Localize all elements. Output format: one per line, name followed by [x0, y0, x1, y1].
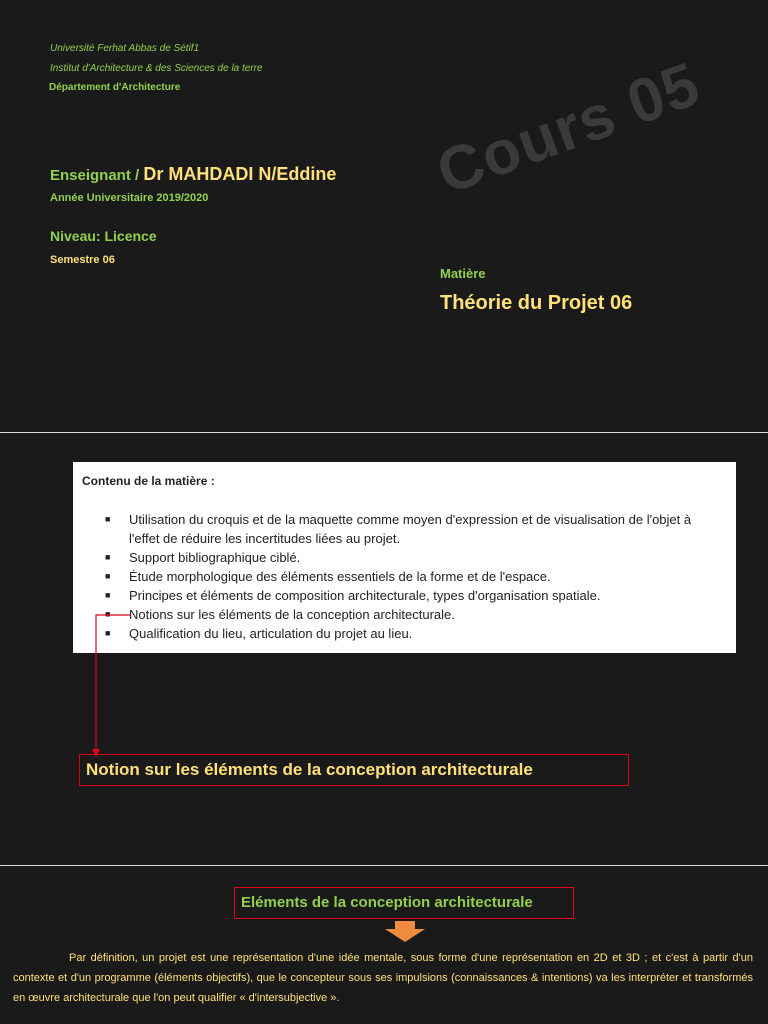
teacher-label: Enseignant / — [50, 167, 144, 184]
section-heading-box — [234, 887, 574, 919]
bullet-icon: ■ — [105, 609, 111, 619]
document-title: Contenu de la matière : — [82, 474, 215, 488]
callout-box — [79, 754, 629, 786]
bullet-icon: ■ — [105, 514, 111, 524]
list-item-text: Qualification du lieu, articulation du projet au lieu. — [129, 626, 413, 641]
bullet-icon: ■ — [105, 628, 111, 638]
connector-arrow — [0, 433, 768, 865]
institute-name: Institut d'Architecture & des Sciences de la terre — [50, 63, 263, 74]
definition-text: Par définition, un projet est une représentation d'une idée mentale, sous forme d'une représentation en 2D et 3D ; et c'est à partir d'un contexte et d'un programme (éléments objectifs), que le concepteur sous ses impulsions (connaissances & intentions) va les interpréter et transformés en œuvre architecturale que l'on peut qualifier « d'intersubjective ». — [13, 952, 753, 1004]
slide-definition — [0, 866, 768, 1024]
down-arrow-icon — [384, 921, 426, 943]
subject-title: Théorie du Projet 06 — [440, 292, 633, 314]
slide-content — [0, 433, 768, 865]
bullet-icon: ■ — [105, 571, 111, 581]
list-item-text: Utilisation du croquis et de la maquette comme moyen d'expression et de visualisation de l'objet à l'effet de réduire les incertitudes liées au projet. — [129, 512, 692, 546]
list-item-text: Principes et éléments de composition architecturale, types d'organisation spatiale. — [129, 588, 601, 603]
callout-text: Notion sur les éléments de la conception architecturale — [86, 760, 533, 779]
teacher-name: Dr MAHDADI N/Eddine — [143, 164, 337, 184]
list-item-text: Notions sur les éléments de la conception architecturale. — [129, 607, 455, 622]
university-name: Université Ferhat Abbas de Sétif1 — [50, 43, 200, 54]
section-heading: Eléments de la conception architecturale — [241, 894, 533, 911]
list-item-text: Étude morphologique des éléments essentiels de la forme et de l'espace. — [129, 569, 551, 584]
subject-label: Matière — [440, 266, 486, 281]
list-item-text: Support bibliographique ciblé. — [129, 550, 301, 565]
department-name: Département d'Architecture — [49, 82, 181, 93]
bullet-icon: ■ — [105, 590, 111, 600]
course-watermark: Cours 05 — [428, 49, 709, 208]
level: Niveau: Licence — [50, 228, 157, 244]
bullet-icon: ■ — [105, 552, 111, 562]
academic-year: Année Universitaire 2019/2020 — [50, 192, 209, 204]
semester: Semestre 06 — [50, 254, 115, 266]
slide-title — [0, 0, 768, 432]
teacher-line — [50, 164, 336, 185]
definition-paragraph — [13, 948, 753, 1008]
